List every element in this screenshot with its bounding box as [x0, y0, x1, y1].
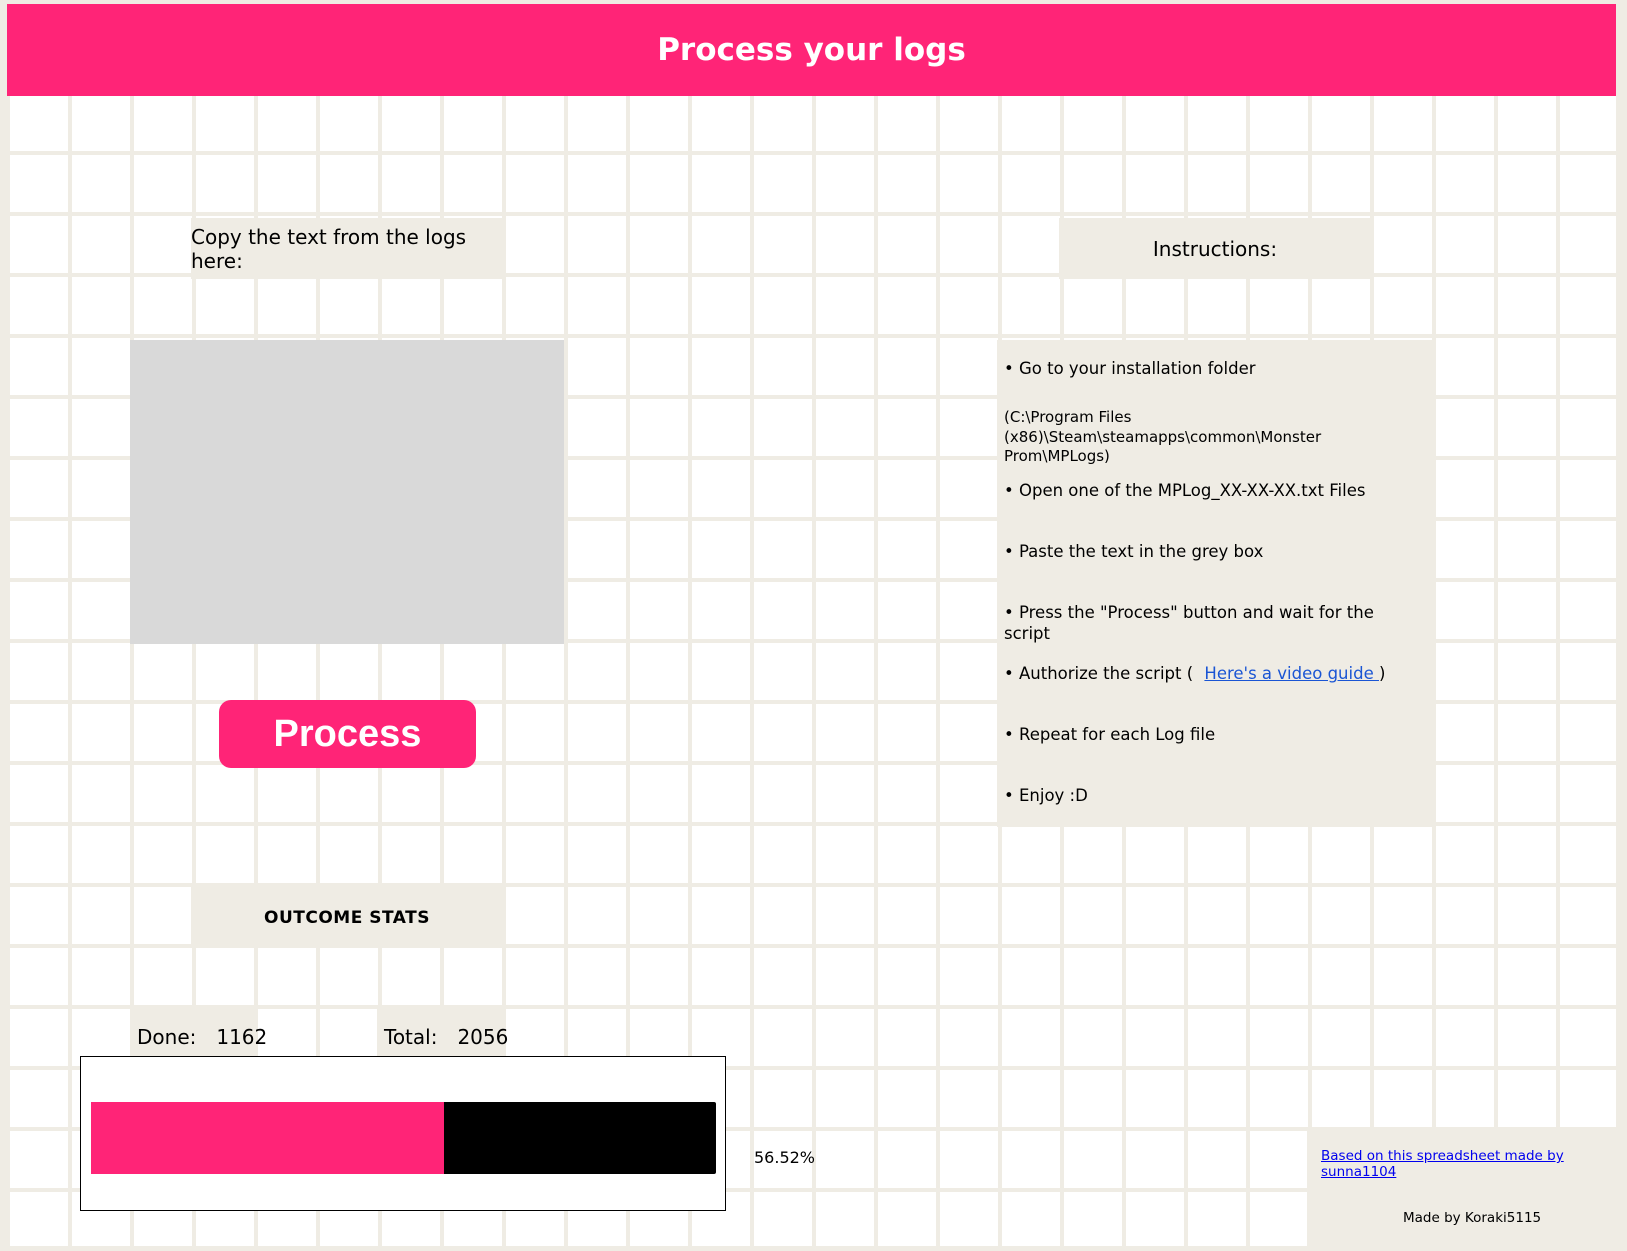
instruction-authorize: [1004, 663, 1425, 684]
done-value: 1162: [216, 1025, 268, 1049]
instruction-item: • Press the "Process" button and wait for the script: [1004, 603, 1374, 644]
total-label: Total:: [384, 1025, 438, 1049]
video-guide-link[interactable]: Here's a video guide: [1204, 664, 1379, 683]
instruction-item: • Authorize the script (: [1004, 664, 1194, 683]
outcome-stats-title: OUTCOME STATS: [191, 887, 503, 948]
progress-percent: 56.52%: [754, 1148, 816, 1167]
done-label: Done:: [137, 1025, 197, 1049]
credits-panel: [1307, 1131, 1617, 1249]
source-spreadsheet-link[interactable]: Based on this spreadsheet made by sunna1104: [1321, 1148, 1564, 1180]
instruction-item: • Open one of the MPLog_XX-XX-XX.txt Files: [1004, 481, 1366, 500]
author-credit: Made by Koraki5115: [1403, 1210, 1542, 1226]
log-paste-box[interactable]: [130, 340, 564, 644]
total-value: 2056: [457, 1025, 509, 1049]
instructions-title: Instructions:: [1059, 218, 1371, 279]
instructions-panel: [997, 340, 1433, 827]
instruction-item: • Repeat for each Log file: [1004, 725, 1216, 744]
instruction-close-paren: ): [1378, 664, 1386, 683]
paste-label: Copy the text from the logs here:: [191, 218, 503, 279]
instruction-item: • Enjoy :D: [1004, 786, 1088, 805]
process-button[interactable]: Process: [219, 700, 476, 768]
progress-bar-fill: [91, 1102, 444, 1174]
page-title: Process your logs: [7, 4, 1616, 96]
instruction-item: • Go to your installation folder: [1004, 359, 1256, 378]
instruction-path: (C:\Program Files (x86)\Steam\steamapps\common\Monster Prom\MPLogs): [1004, 408, 1322, 465]
progress-bar-track: [91, 1102, 716, 1174]
instruction-item: • Paste the text in the grey box: [1004, 542, 1264, 561]
